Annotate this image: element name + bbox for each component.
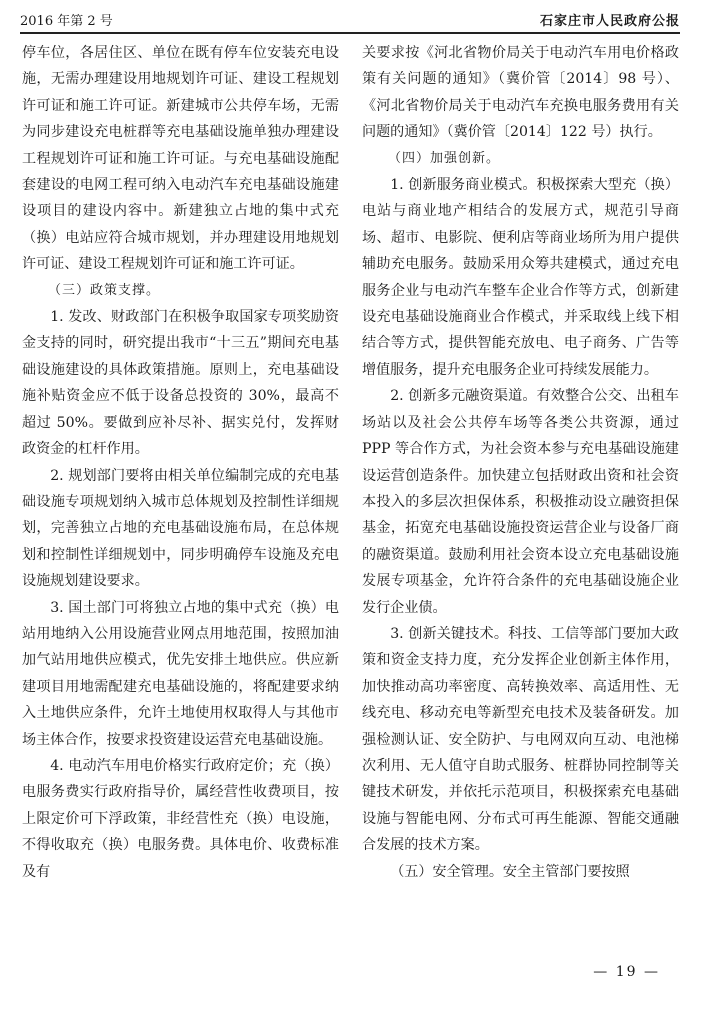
issue-label: 2016 年第 2 号 xyxy=(20,14,113,29)
paragraph: （五）安全管理。安全主管部门要按照 xyxy=(390,863,630,880)
paragraph: 2. 创新多元融资渠道。有效整合公交、出租车场站以及社会公共停车场等各类公共资源，通过 PPP 等合作方式，为社会资本参与充电基础设施建设运营创造条件。加快建立包括财政出资和社会资本投入的多层次担保体系，积极推动设立融资担保基金，拓宽充电基础设施投资运营企业与设备厂商的融资渠道。鼓励利用社会资本设立充电基础设施发展专项基金，允许符合条件的充电基础设施企业发行企业债。 xyxy=(362,388,679,616)
paragraph: 1. 创新服务商业模式。积极探索大型充（换）电站与商业地产相结合的发展方式，规范引导商场、超市、电影院、便利店等商业场所为用户提供辅助充电服务。鼓励采用众筹共建模式，通过充电服务企业与电动汽车整车企业合作等方式，创新建设充电基础设施商业合作模式，并采取线上线下相结合等方式，提供智能充放电、电子商务、广告等增值服务，提升充电服务企业可持续发展能力。 xyxy=(362,177,679,378)
paragraph: 3. 国土部门可将独立占地的集中式充（换）电站用地纳入公用设施营业网点用地范围，按照加油加气站用地供应模式，优先安排土地供应。供应新建项目用地需配建充电基础设施的，将配建要求纳入土地供应条件，允许土地使用权取得人与其他市场主体合作，按要求投资建设运营充电基础设施。 xyxy=(22,599,339,748)
right-column xyxy=(362,40,679,885)
paragraph: 停车位，各居住区、单位在既有停车位安装充电设施，无需办理建设用地规划许可证、建设工程规划许可证和施工许可证。新建城市公共停车场，无需为同步建设充电桩群等充电基础设施单独办理建设工程规划许可证和施工许可证。与充电基础设施配套建设的电网工程可纳入电动汽车充电基础设施建设项目的建设内容中。新建独立占地的集中式充（换）电站应符合城市规划，并办理建设用地规划许可证、建设工程规划许可证和施工许可证。 xyxy=(22,45,339,273)
paragraph: 关要求按《河北省物价局关于电动汽车用电价格政策有关问题的通知》（冀价管〔2014〕98 号）、《河北省物价局关于电动汽车充换电服务费用有关问题的通知》（冀价管〔2014〕122 号）执行。 xyxy=(362,45,679,141)
left-column xyxy=(22,40,339,885)
page-number: — 19 — xyxy=(593,964,660,980)
paragraph: 3. 创新关键技术。科技、工信等部门要加大政策和资金支持力度，充分发挥企业创新主体作用，加快推动高功率密度、高转换效率、高适用性、无线充电、移动充电等新型充电技术及装备研发。加强检测认证、安全防护、与电网双向互动、电池梯次利用、无人值守自助式服务、桩群协同控制等关键技术研发，并依托示范项目，积极探索充电基础设施与智能电网、分布式可再生能源、智能交通融合发展的技术方案。 xyxy=(362,625,679,854)
section-heading: （三）政策支撑。 xyxy=(48,282,161,298)
paragraph: 2. 规划部门要将由相关单位编制完成的充电基础设施专项规划纳入城市总体规划及控制性详细规划，完善独立占地的充电基础设施布局，在总体规划和控制性详细规划中，同步明确停车设施及充电设施规划建设要求。 xyxy=(22,467,339,590)
paragraph: 1. 发改、财政部门在积极争取国家专项奖励资金支持的同时，研究提出我市“十三五”期间充电基础设施建设的具体政策措施。原则上，充电基础设施补贴资金应不低于设备总投资的 30%，最高不超过 50%。要做到应补尽补、据实兑付，发挥财政资金的杠杆作用。 xyxy=(22,309,339,458)
page-header xyxy=(20,8,680,34)
paragraph: 4. 电动汽车用电价格实行政府定价；充（换）电服务费实行政府指导价，属经营性收费项目，按上限定价可下浮政策，非经营性充（换）电设施，不得收取充（换）电服务费。具体电价、收费标准及有 xyxy=(22,757,339,880)
publication-title: 石家庄市人民政府公报 xyxy=(539,14,680,29)
section-heading: （四）加强创新。 xyxy=(388,150,501,166)
